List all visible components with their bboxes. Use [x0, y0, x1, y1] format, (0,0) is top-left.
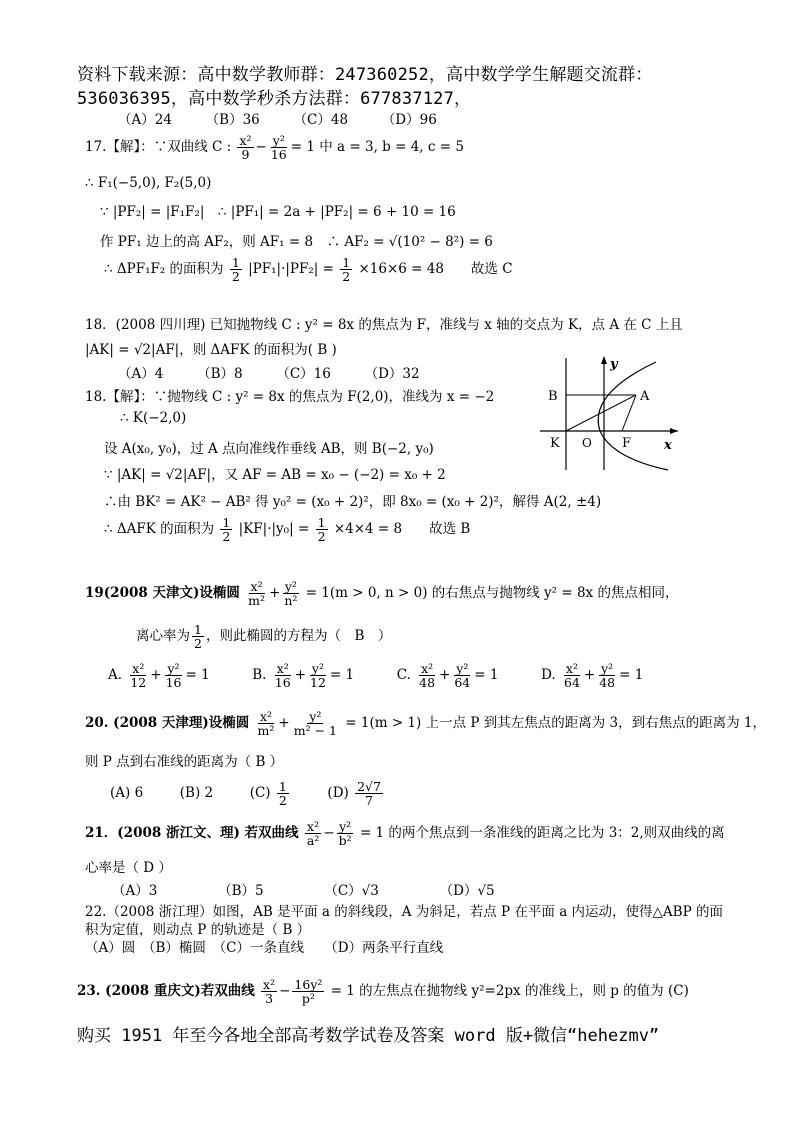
q18-options: （A）4 （B）8 （C）16 （D）32: [118, 366, 420, 382]
frac-y2-16: $\frac{\text{y²}}{16}$: [270, 133, 287, 163]
q20-head: 20. (2008 天津理)设椭圆: [85, 715, 250, 732]
label-f: F: [622, 436, 632, 451]
q23-tail: = 1 的左焦点在抛物线 y²=2px 的准线上，则 p 的值为 (C): [330, 983, 689, 1000]
q19-opt-a-f2: $\frac{\text{y²}}{16}$: [165, 661, 182, 691]
q22-line-2: 积为定值，则动点 P 的轨迹是（ B ）: [85, 922, 311, 938]
q19-opt-b-label: B.: [252, 667, 267, 684]
frac-y2-b2: $\frac{\text{y²}}{\text{b²}}$: [338, 819, 352, 849]
q18-line-2: |AK| = √2|AF|，则 ΔAFK 的面积为( B ): [85, 342, 337, 358]
s18-line-3: 设 A(x₀, y₀)，过 A 点向准线作垂线 AB，则 B(−2, y₀): [104, 441, 434, 457]
s18-l6-mid: |KF|·|y₀| =: [238, 521, 310, 538]
s18-line-6: [104, 516, 470, 543]
s17-line-2: ∴ F₁(−5,0), F₂(5,0): [85, 175, 212, 191]
q19-opt-c-eq: = 1: [474, 667, 499, 684]
q19-tail: = 1(m > 0, n > 0) 的右焦点与抛物线 y² = 8x 的焦点相同，: [305, 585, 679, 602]
q21-line-1: 21．(2008 浙江文、理) 若双曲线 $\frac{\text{x²}}{\text{a²}}$ − $\frac{\text{y²}}{\text{b²}}$ = 1 的两个焦点到一条准线的距离之比为 3：2,则双曲线的离: [85, 819, 725, 849]
footer-ad: 购买 1951 年至今各地全部高考数学试卷及答案 word 版+微信“hehezmv”: [77, 1026, 660, 1046]
q21-options: （A）3 （B）5 （C）√3 （D）√5: [112, 883, 495, 899]
q20-options: [110, 780, 385, 807]
y-axis-arrow: [601, 356, 607, 364]
q19-opt-d-f1: $\frac{\text{x²}}{64}$: [564, 661, 580, 691]
q20-line-1: 20. (2008 天津理)设椭圆 $\frac{\text{x²}}{\text{m²}}$ + $\frac{\text{y²}}{\text{m² − 1}}$ = 1(m > 1) 上一点 P 到其左焦点的距离为 3，到右焦点的距离为 1，: [85, 709, 767, 739]
q21-line-2: 心率是（ D ）: [85, 860, 172, 876]
q19-opt-b-f1: $\frac{\text{x²}}{16}$: [274, 661, 291, 691]
s17-line-4: 作 PF₁ 边上的高 AF₂，则 AF₁ = 8 ∴ AF₂ = √(10² − 8²) = 6: [100, 234, 493, 250]
s18-line-1: 18.【解】：∵抛物线 C : y² = 8x 的焦点为 F(2,0)，准线为 x = −2: [85, 389, 495, 405]
s18-l6-tail: ×4×4 = 8 故选 B: [333, 521, 471, 538]
q21-head: 21．(2008 浙江文、理) 若双曲线: [85, 825, 299, 842]
frac-half-3: $\frac{1}{2}$: [222, 515, 231, 545]
frac-x2-3: $\frac{\text{x²}}{3}$: [263, 977, 276, 1007]
q19-opt-a-eq: = 1: [185, 667, 210, 684]
q20-tail: = 1(m > 1) 上一点 P 到其左焦点的距离为 3，到右焦点的距离为 1，: [345, 715, 767, 732]
x-axis-arrow: [670, 428, 678, 434]
parabola-figure: [538, 354, 680, 472]
q16-options: （A）24 （B）36 （C）48 （D）96: [118, 112, 437, 128]
s17-line-3: ∵ |PF₂| = |F₁F₂| ∴ |PF₁| = 2a + |PF₂| = 6 + 10 = 16: [100, 204, 456, 220]
q20-frac-half: $\frac{1}{2}$: [278, 779, 287, 809]
label-o: O: [582, 436, 592, 450]
s18-line-4: ∵ |AK| = √2|AF|，又 AF = AB = x₀ − (−2) = x₀ + 2: [104, 467, 446, 483]
q21-tail: = 1 的两个焦点到一条准线的距离之比为 3：2,则双曲线的离: [359, 825, 725, 842]
frac-x2-m2-b: $\frac{\text{x²}}{\text{m²}}$: [257, 709, 275, 739]
s18-line-5: ∴由 BK² = AK² − AB² 得 y₀² = (x₀ + 2)²，即 8x₀ = (x₀ + 2)²，解得 A(2, ±4): [104, 494, 602, 510]
q20-opt-b: (B) 2: [179, 785, 214, 802]
q19-opt-c-label: C.: [396, 667, 411, 684]
q20-opt-c: (C): [249, 785, 271, 802]
label-y: y: [610, 357, 618, 372]
header-line-1: 资料下载来源：高中数学教师群：247360252，高中数学学生解题交流群：: [77, 65, 653, 85]
q19-opt-d-f2: $\frac{\text{y²}}{48}$: [599, 661, 616, 691]
q19-l2-head: 离心率为: [136, 628, 190, 645]
label-a: A: [640, 389, 650, 404]
q19-opt-c-f1: $\frac{\text{x²}}{48}$: [419, 661, 436, 691]
q20-line-2: 则 P 点到右准线的距离为（ B ）: [85, 754, 284, 770]
frac-y2-m2-1: $\frac{\text{y²}}{\text{m² − 1}}$: [293, 709, 337, 739]
q20-frac-2sqrt7-7: $\frac{2√7}{7}$: [357, 779, 381, 809]
segment-af: [622, 395, 636, 431]
label-b: B: [548, 389, 558, 404]
q19-line-2: [136, 623, 391, 650]
s17-l5-tail: ×16×6 = 48 故选 C: [358, 261, 513, 278]
q19-opt-a-f1: $\frac{\text{x²}}{12}$: [130, 661, 147, 691]
q23-head: 23. (2008 重庆文)若双曲线: [77, 983, 255, 1000]
q20-opt-a: (A) 6: [110, 785, 144, 802]
parabola-curve: [598, 362, 668, 470]
frac-x2-9: $\frac{\text{x²}}{9}$: [239, 133, 252, 163]
frac-half: $\frac{1}{2}$: [231, 255, 240, 285]
s18-l6-head: ∴ ΔAFK 的面积为: [104, 521, 215, 538]
frac-16y2-p2: $\frac{\text{16y²}}{\text{p²}}$: [294, 977, 323, 1007]
s18-line-2: ∴ K(−2,0): [120, 410, 187, 426]
q19-opt-a-label: A.: [108, 667, 123, 684]
q22-options: （A）圆 （B）椭圆 （C）一条直线 （D）两条平行直线: [85, 940, 444, 956]
q19-options: A. $\frac{\text{x²}}{12}$ + $\frac{\text{y²}}{16}$ = 1 B. $\frac{\text{x²}}{16}$ + $\frac{\text{y²}}{12}$ = 1 C. $\frac{\text{x²}}{48}$ + $\frac{\text{y²}}{64}$ = 1 D. $\frac{\text{x²}}{64}$ + $\frac{\text{y²}}{48}$ = 1: [108, 661, 644, 691]
q19-opt-b-f2: $\frac{\text{y²}}{12}$: [310, 661, 326, 691]
q19-head: 19(2008 天津文)设椭圆: [85, 585, 240, 602]
q19-opt-d-eq: = 1: [619, 667, 644, 684]
q18-line-1: 18．(2008 四川理) 已知抛物线 C : y² = 8x 的焦点为 F，准线与 x 轴的交点为 K，点 A 在 C 上且: [85, 317, 683, 333]
q23-line-1: 23. (2008 重庆文)若双曲线 $\frac{\text{x²}}{3}$ − $\frac{\text{16y²}}{\text{p²}}$ = 1 的左焦点在抛物线 y²=2px 的准线上，则 p 的值为 (C): [77, 977, 689, 1007]
frac-x2-a2: $\frac{\text{x²}}{\text{a²}}$: [306, 819, 320, 849]
frac-half-2: $\frac{1}{2}$: [342, 255, 351, 285]
frac-x2-m2: $\frac{\text{x²}}{\text{m²}}$: [248, 579, 266, 609]
q22-line-1: 22.（2008 浙江理）如图，AB 是平面 a 的斜线段，A 为斜足，若点 P 在平面 a 内运动，使得△ABP 的面: [85, 904, 723, 920]
q19-opt-d-label: D.: [541, 667, 556, 684]
frac-half-4: $\frac{1}{2}$: [317, 515, 326, 545]
q19-opt-b-eq: = 1: [329, 667, 355, 684]
q20-opt-d: (D): [327, 785, 349, 802]
s17-l1-tail: 中 a = 3, b = 4, c = 5: [319, 139, 464, 156]
s17-l5-mid: |PF₁|·|PF₂| =: [248, 261, 334, 278]
frac-y2-n2: $\frac{\text{y²}}{\text{n²}}$: [284, 579, 298, 609]
label-k: K: [550, 436, 560, 451]
frac-half-5: $\frac{1}{2}$: [194, 622, 202, 652]
label-x: x: [664, 438, 672, 453]
s17-line-5: [104, 256, 513, 283]
q19-l2-tail: ，则此椭圆的方程为（ B ）: [205, 628, 392, 645]
s17-l5-head: ∴ ΔPF₁F₂ 的面积为: [104, 261, 224, 278]
s17-line-1: 17.【解】：∵双曲线 C : $\frac{\text{x²}}{9}$ − $\frac{\text{y²}}{16}$ = 1 中 a = 3, b = 4, c = 5: [85, 133, 464, 163]
header-line-2: 536036395，高中数学秒杀方法群：677837127，: [77, 89, 472, 109]
q19-opt-c-f2: $\frac{\text{y²}}{64}$: [454, 661, 471, 691]
q19-line-1: 19(2008 天津文)设椭圆 $\frac{\text{x²}}{\text{m²}}$ + $\frac{\text{y²}}{\text{n²}}$ = 1(m > 0, n > 0) 的右焦点与抛物线 y² = 8x 的焦点相同，: [85, 579, 679, 609]
segment-ka: [566, 395, 636, 431]
s17-l1-head: 17.【解】：∵双曲线 C :: [85, 139, 232, 156]
